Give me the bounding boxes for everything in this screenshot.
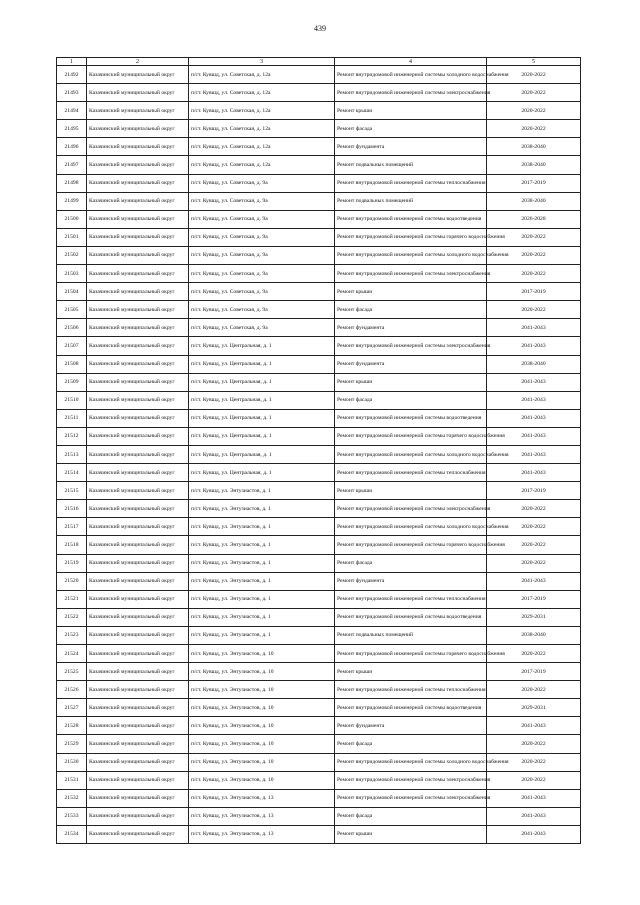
municipality-cell: Казачинский муниципальный округ [87,120,189,138]
municipality-cell: Казачинский муниципальный округ [87,156,189,174]
period-cell: 2041-2043 [487,807,581,825]
period-cell: 2038-2040 [487,355,581,373]
page-number: 439 [314,24,326,33]
period-cell: 2029-2031 [487,699,581,717]
table-row [57,663,581,681]
table-row [57,319,581,337]
row-number-cell: 21531 [57,771,87,789]
table-row [57,355,581,373]
address-cell: п/ст. Кувшд, ул. Энтузиастов, д. 10 [189,771,335,789]
address-cell: п/ст. Кувшд, ул. Советская, д. 9а [189,283,335,301]
municipality-cell: Казачинский муниципальный округ [87,608,189,626]
row-number-cell: 21501 [57,228,87,246]
address-cell: п/ст. Кувшд, ул. Энтузиастов, д. 10 [189,645,335,663]
period-cell: 2041-2043 [487,337,581,355]
work-type-cell: Ремонт крыши [335,373,487,391]
work-type-cell: Ремонт внутридомовой инженерной системы теплоснабжения [335,590,487,608]
address-cell: п/ст. Кувшд, ул. Энтузиастов, д. 1 [189,500,335,518]
address-cell: п/ст. Кувшд, ул. Советская, д. 12а [189,84,335,102]
table-row [57,771,581,789]
address-cell: п/ст. Кувшд, ул. Советская, д. 9а [189,319,335,337]
address-cell: п/ст. Кувшд, ул. Советская, д. 9а [189,228,335,246]
address-cell: п/ст. Кувшд, ул. Энтузиастов, д. 13 [189,825,335,843]
address-cell: п/ст. Кувшд, ул. Энтузиастов, д. 1 [189,608,335,626]
period-cell: 2041-2043 [487,825,581,843]
work-type-cell: Ремонт внутридомовой инженерной системы холодного водоснабжения [335,445,487,463]
period-cell: 2041-2043 [487,717,581,735]
table-row [57,283,581,301]
period-cell: 2041-2043 [487,319,581,337]
row-number-cell: 21496 [57,138,87,156]
column-header: 3 [189,58,335,66]
row-number-cell: 21523 [57,626,87,644]
work-type-cell: Ремонт крыши [335,825,487,843]
table-row [57,807,581,825]
period-cell: 2020-2022 [487,554,581,572]
row-number-cell: 21497 [57,156,87,174]
address-cell: п/ст. Кувшд, ул. Энтузиастов, д. 10 [189,717,335,735]
column-header: 5 [487,58,581,66]
period-cell: 2020-2022 [487,84,581,102]
work-type-cell: Ремонт фундамента [335,717,487,735]
address-cell: п/ст. Кувшд, ул. Советская, д. 9а [189,174,335,192]
work-type-cell: Ремонт внутридомовой инженерной системы водоотведения [335,409,487,427]
work-type-cell: Ремонт внутридомовой инженерной системы теплоснабжения [335,174,487,192]
address-cell: п/ст. Кувшд, ул. Энтузиастов, д. 1 [189,626,335,644]
municipality-cell: Казачинский муниципальный округ [87,228,189,246]
row-number-cell: 21507 [57,337,87,355]
address-cell: п/ст. Кувшд, ул. Энтузиастов, д. 10 [189,699,335,717]
row-number-cell: 21502 [57,246,87,264]
address-cell: п/ст. Кувшд, ул. Советская, д. 12а [189,66,335,84]
repair-schedule-table [56,57,581,844]
table-row [57,626,581,644]
row-number-cell: 21519 [57,554,87,572]
period-cell: 2020-2022 [487,645,581,663]
row-number-cell: 21517 [57,518,87,536]
row-number-cell: 21525 [57,663,87,681]
work-type-cell: Ремонт внутридомовой инженерной системы электроснабжения [335,337,487,355]
municipality-cell: Казачинский муниципальный округ [87,102,189,120]
work-type-cell: Ремонт внутридомовой инженерной системы горячего водоснабжения [335,536,487,554]
table-row [57,717,581,735]
address-cell: п/ст. Кувшд, ул. Советская, д. 9а [189,192,335,210]
row-number-cell: 21516 [57,500,87,518]
period-cell: 2041-2043 [487,789,581,807]
address-cell: п/ст. Кувшд, ул. Энтузиастов, д. 10 [189,663,335,681]
period-cell: 2020-2022 [487,301,581,319]
period-cell: 2020-2022 [487,228,581,246]
municipality-cell: Казачинский муниципальный округ [87,355,189,373]
table-row [57,500,581,518]
municipality-cell: Казачинский муниципальный округ [87,192,189,210]
municipality-cell: Казачинский муниципальный округ [87,301,189,319]
address-cell: п/ст. Кувшд, ул. Энтузиастов, д. 10 [189,681,335,699]
municipality-cell: Казачинский муниципальный округ [87,500,189,518]
municipality-cell: Казачинский муниципальный округ [87,590,189,608]
municipality-cell: Казачинский муниципальный округ [87,645,189,663]
address-cell: п/ст. Кувшд, ул. Центральная, д. 1 [189,409,335,427]
row-number-cell: 21498 [57,174,87,192]
address-cell: п/ст. Кувшд, ул. Энтузиастов, д. 1 [189,554,335,572]
row-number-cell: 21514 [57,464,87,482]
period-cell: 2020-2022 [487,265,581,283]
municipality-cell: Казачинский муниципальный округ [87,66,189,84]
table-row [57,536,581,554]
period-cell: 2026-2028 [487,210,581,228]
municipality-cell: Казачинский муниципальный округ [87,554,189,572]
row-number-cell: 21513 [57,445,87,463]
row-number-cell: 21515 [57,482,87,500]
work-type-cell: Ремонт фасада [335,807,487,825]
table-row [57,138,581,156]
column-header: 1 [57,58,87,66]
period-cell: 2041-2043 [487,409,581,427]
period-cell: 2041-2043 [487,391,581,409]
period-cell: 2041-2043 [487,427,581,445]
address-cell: п/ст. Кувшд, ул. Энтузиастов, д. 1 [189,536,335,554]
municipality-cell: Казачинский муниципальный округ [87,319,189,337]
period-cell: 2020-2022 [487,753,581,771]
municipality-cell: Казачинский муниципальный округ [87,427,189,445]
municipality-cell: Казачинский муниципальный округ [87,482,189,500]
municipality-cell: Казачинский муниципальный округ [87,246,189,264]
period-cell: 2020-2022 [487,771,581,789]
table-row [57,427,581,445]
table-row [57,228,581,246]
work-type-cell: Ремонт внутридомовой инженерной системы холодного водоснабжения [335,246,487,264]
period-cell: 2020-2022 [487,120,581,138]
column-header: 2 [87,58,189,66]
address-cell: п/ст. Кувшд, ул. Центральная, д. 1 [189,391,335,409]
work-type-cell: Ремонт фундамента [335,572,487,590]
address-cell: п/ст. Кувшд, ул. Советская, д. 9а [189,265,335,283]
municipality-cell: Казачинский муниципальный округ [87,283,189,301]
work-type-cell: Ремонт внутридомовой инженерной системы горячего водоснабжения [335,645,487,663]
row-number-cell: 21520 [57,572,87,590]
municipality-cell: Казачинский муниципальный округ [87,572,189,590]
table-body [57,66,581,844]
row-number-cell: 21505 [57,301,87,319]
work-type-cell: Ремонт внутридомовой инженерной системы электроснабжения [335,265,487,283]
address-cell: п/ст. Кувшд, ул. Советская, д. 12а [189,102,335,120]
row-number-cell: 21508 [57,355,87,373]
table-row [57,518,581,536]
municipality-cell: Казачинский муниципальный округ [87,753,189,771]
address-cell: п/ст. Кувшд, ул. Советская, д. 12а [189,138,335,156]
row-number-cell: 21503 [57,265,87,283]
table-row [57,753,581,771]
period-cell: 2017-2019 [487,174,581,192]
work-type-cell: Ремонт фасада [335,554,487,572]
municipality-cell: Казачинский муниципальный округ [87,210,189,228]
table-row [57,156,581,174]
municipality-cell: Казачинский муниципальный округ [87,789,189,807]
work-type-cell: Ремонт фасада [335,735,487,753]
work-type-cell: Ремонт внутридомовой инженерной системы электроснабжения [335,771,487,789]
table-row [57,192,581,210]
address-cell: п/ст. Кувшд, ул. Энтузиастов, д. 13 [189,789,335,807]
address-cell: п/ст. Кувшд, ул. Энтузиастов, д. 10 [189,753,335,771]
address-cell: п/ст. Кувшд, ул. Центральная, д. 1 [189,373,335,391]
work-type-cell: Ремонт подвальных помещений [335,626,487,644]
row-number-cell: 21506 [57,319,87,337]
table-row [57,301,581,319]
table-row [57,445,581,463]
work-type-cell: Ремонт внутридомовой инженерной системы водоотведения [335,699,487,717]
row-number-cell: 21492 [57,66,87,84]
row-number-cell: 21509 [57,373,87,391]
table-row [57,409,581,427]
municipality-cell: Казачинский муниципальный округ [87,735,189,753]
address-cell: п/ст. Кувшд, ул. Центральная, д. 1 [189,337,335,355]
period-cell: 2041-2043 [487,373,581,391]
table-row [57,590,581,608]
row-number-cell: 21518 [57,536,87,554]
municipality-cell: Казачинский муниципальный округ [87,373,189,391]
municipality-cell: Казачинский муниципальный округ [87,807,189,825]
table-row [57,645,581,663]
work-type-cell: Ремонт фундамента [335,355,487,373]
period-cell: 2017-2019 [487,482,581,500]
municipality-cell: Казачинский муниципальный округ [87,717,189,735]
table-row [57,265,581,283]
period-cell: 2038-2040 [487,138,581,156]
period-cell: 2038-2040 [487,156,581,174]
table-row [57,373,581,391]
row-number-cell: 21521 [57,590,87,608]
address-cell: п/ст. Кувшд, ул. Энтузиастов, д. 1 [189,572,335,590]
period-cell: 2041-2043 [487,445,581,463]
municipality-cell: Казачинский муниципальный округ [87,626,189,644]
row-number-cell: 21510 [57,391,87,409]
address-cell: п/ст. Кувшд, ул. Энтузиастов, д. 1 [189,482,335,500]
period-cell: 2020-2022 [487,102,581,120]
table-row [57,174,581,192]
work-type-cell: Ремонт внутридомовой инженерной системы холодного водоснабжения [335,753,487,771]
table-row [57,464,581,482]
row-number-cell: 21530 [57,753,87,771]
municipality-cell: Казачинский муниципальный округ [87,681,189,699]
work-type-cell: Ремонт фундамента [335,319,487,337]
period-cell: 2020-2022 [487,246,581,264]
period-cell: 2029-2031 [487,608,581,626]
period-cell: 2041-2043 [487,464,581,482]
table-row [57,84,581,102]
period-cell: 2020-2022 [487,66,581,84]
period-cell: 2038-2040 [487,626,581,644]
address-cell: п/ст. Кувшд, ул. Советская, д. 9а [189,301,335,319]
period-cell: 2017-2019 [487,283,581,301]
row-number-cell: 21526 [57,681,87,699]
row-number-cell: 21534 [57,825,87,843]
table-row [57,337,581,355]
period-cell: 2041-2043 [487,572,581,590]
row-number-cell: 21528 [57,717,87,735]
period-cell: 2020-2022 [487,518,581,536]
municipality-cell: Казачинский муниципальный округ [87,138,189,156]
table-row [57,246,581,264]
row-number-cell: 21494 [57,102,87,120]
row-number-cell: 21524 [57,645,87,663]
work-type-cell: Ремонт внутридомовой инженерной системы холодного водоснабжения [335,66,487,84]
work-type-cell: Ремонт внутридомовой инженерной системы горячего водоснабжения [335,228,487,246]
table-row [57,699,581,717]
period-cell: 2017-2019 [487,663,581,681]
municipality-cell: Казачинский муниципальный округ [87,536,189,554]
table-row [57,391,581,409]
work-type-cell: Ремонт внутридомовой инженерной системы водоотведения [335,210,487,228]
table-row [57,66,581,84]
row-number-cell: 21499 [57,192,87,210]
work-type-cell: Ремонт внутридомовой инженерной системы холодного водоснабжения [335,518,487,536]
address-cell: п/ст. Кувшд, ул. Советская, д. 9а [189,210,335,228]
address-cell: п/ст. Кувшд, ул. Центральная, д. 1 [189,445,335,463]
municipality-cell: Казачинский муниципальный округ [87,825,189,843]
address-cell: п/ст. Кувшд, ул. Центральная, д. 1 [189,355,335,373]
row-number-cell: 21529 [57,735,87,753]
period-cell: 2017-2019 [487,590,581,608]
municipality-cell: Казачинский муниципальный округ [87,84,189,102]
table-row [57,572,581,590]
row-number-cell: 21500 [57,210,87,228]
address-cell: п/ст. Кувшд, ул. Советская, д. 12а [189,120,335,138]
header-row [57,58,581,66]
work-type-cell: Ремонт подвальных помещений [335,156,487,174]
work-type-cell: Ремонт фасада [335,391,487,409]
period-cell: 2020-2022 [487,536,581,554]
row-number-cell: 21511 [57,409,87,427]
row-number-cell: 21527 [57,699,87,717]
address-cell: п/ст. Кувшд, ул. Энтузиастов, д. 10 [189,735,335,753]
municipality-cell: Казачинский муниципальный округ [87,265,189,283]
work-type-cell: Ремонт внутридомовой инженерной системы теплоснабжения [335,464,487,482]
municipality-cell: Казачинский муниципальный округ [87,663,189,681]
municipality-cell: Казачинский муниципальный округ [87,391,189,409]
table-row [57,735,581,753]
period-cell: 2020-2022 [487,681,581,699]
table-row [57,482,581,500]
period-cell: 2038-2040 [487,192,581,210]
table-row [57,210,581,228]
row-number-cell: 21493 [57,84,87,102]
row-number-cell: 21504 [57,283,87,301]
table-row [57,789,581,807]
table-row [57,608,581,626]
municipality-cell: Казачинский муниципальный округ [87,518,189,536]
row-number-cell: 21512 [57,427,87,445]
municipality-cell: Казачинский муниципальный округ [87,464,189,482]
work-type-cell: Ремонт подвальных помещений [335,192,487,210]
column-header: 4 [335,58,487,66]
table-row [57,554,581,572]
municipality-cell: Казачинский муниципальный округ [87,699,189,717]
work-type-cell: Ремонт внутридомовой инженерной системы водоотведения [335,608,487,626]
row-number-cell: 21495 [57,120,87,138]
table-row [57,102,581,120]
work-type-cell: Ремонт внутридомовой инженерной системы электроснабжения [335,84,487,102]
period-cell: 2020-2022 [487,735,581,753]
address-cell: п/ст. Кувшд, ул. Советская, д. 9а [189,246,335,264]
address-cell: п/ст. Кувшд, ул. Центральная, д. 1 [189,464,335,482]
municipality-cell: Казачинский муниципальный округ [87,337,189,355]
work-type-cell: Ремонт внутридомовой инженерной системы электроснабжения [335,789,487,807]
address-cell: п/ст. Кувшд, ул. Энтузиастов, д. 1 [189,590,335,608]
work-type-cell: Ремонт крыши [335,482,487,500]
work-type-cell: Ремонт фасада [335,120,487,138]
municipality-cell: Казачинский муниципальный округ [87,174,189,192]
address-cell: п/ст. Кувшд, ул. Советская, д. 12а [189,156,335,174]
work-type-cell: Ремонт фасада [335,301,487,319]
address-cell: п/ст. Кувшд, ул. Энтузиастов, д. 1 [189,518,335,536]
municipality-cell: Казачинский муниципальный округ [87,445,189,463]
address-cell: п/ст. Кувшд, ул. Энтузиастов, д. 13 [189,807,335,825]
work-type-cell: Ремонт внутридомовой инженерной системы электроснабжения [335,500,487,518]
municipality-cell: Казачинский муниципальный округ [87,771,189,789]
work-type-cell: Ремонт крыши [335,663,487,681]
table-row [57,120,581,138]
table-header [57,58,581,66]
period-cell: 2020-2022 [487,500,581,518]
row-number-cell: 21532 [57,789,87,807]
work-type-cell: Ремонт внутридомовой инженерной системы горячего водоснабжения [335,427,487,445]
table-row [57,825,581,843]
work-type-cell: Ремонт фундамента [335,138,487,156]
table-row [57,681,581,699]
municipality-cell: Казачинский муниципальный округ [87,409,189,427]
row-number-cell: 21522 [57,608,87,626]
address-cell: п/ст. Кувшд, ул. Центральная, д. 1 [189,427,335,445]
work-type-cell: Ремонт внутридомовой инженерной системы теплоснабжения [335,681,487,699]
work-type-cell: Ремонт крыши [335,102,487,120]
row-number-cell: 21533 [57,807,87,825]
work-type-cell: Ремонт крыши [335,283,487,301]
